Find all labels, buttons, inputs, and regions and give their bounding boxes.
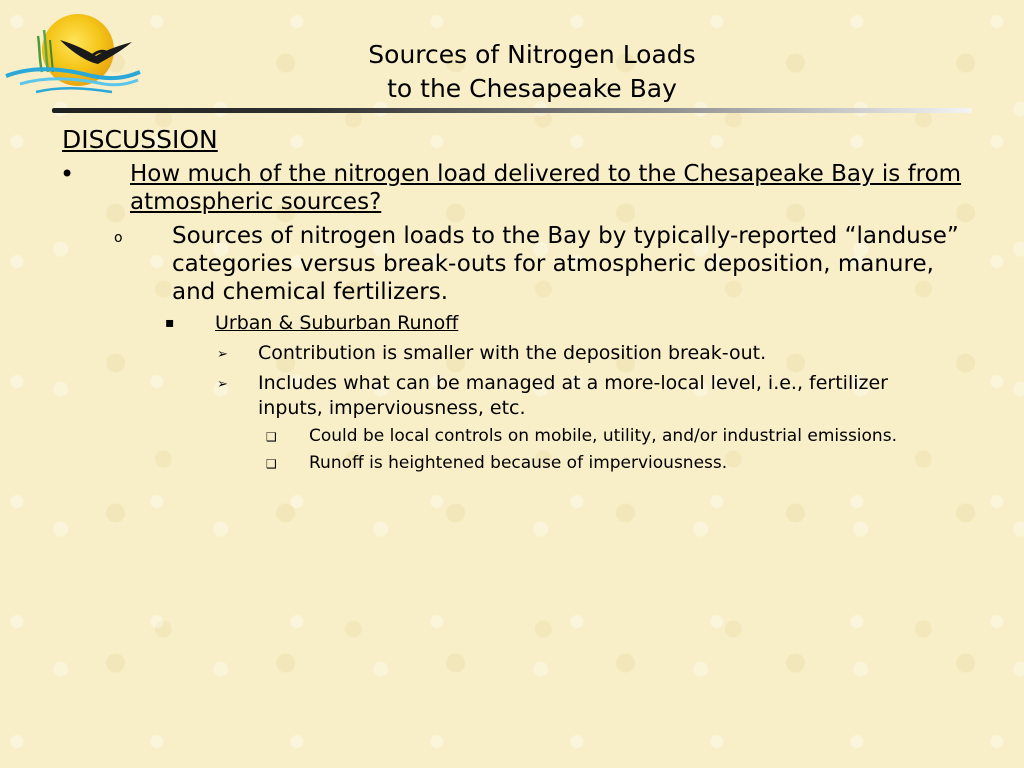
bullet-level-5	[266, 451, 969, 475]
bullet-arrow-icon: ➢	[217, 347, 228, 362]
urban-runoff-text: Urban & Suburban Runoff	[215, 312, 459, 334]
discussion-heading: DISCUSSION	[62, 125, 218, 154]
bullet-level-4	[217, 341, 958, 366]
bullet-checkbox-icon: ❑	[266, 430, 277, 444]
question-text: How much of the nitrogen load delivered to the Chesapeake Bay is from atmospheric sources?	[130, 161, 962, 215]
bullet-dot-icon: •	[60, 160, 75, 188]
contribution-text: Contribution is smaller with the deposition break-out.	[258, 342, 767, 364]
bullet-circle-icon: o	[114, 230, 123, 246]
bullet-level-5	[266, 424, 969, 448]
title-line-1: Sources of Nitrogen Loads	[368, 40, 696, 69]
bullet-level-3	[165, 311, 915, 336]
bullet-checkbox-icon: ❑	[266, 457, 277, 471]
managed-text: Includes what can be managed at a more-local level, i.e., fertilizer inputs, imperviousness, etc.	[258, 372, 888, 419]
bullet-level-4	[217, 371, 958, 421]
bullet-square-icon: ▪	[165, 315, 175, 331]
runoff-text: Runoff is heightened because of imperviousness.	[309, 453, 728, 473]
title-line-2: to the Chesapeake Bay	[387, 74, 677, 103]
bullet-level-2	[114, 222, 972, 306]
bullet-arrow-icon: ➢	[217, 377, 228, 392]
sources-text: Sources of nitrogen loads to the Bay by typically-reported “landuse” categories versus break-outs for atmospheric deposition, manure, and chemical fertilizers.	[172, 223, 959, 305]
local-controls-text: Could be local controls on mobile, utility, and/or industrial emissions.	[309, 426, 897, 446]
bullet-level-1	[60, 160, 970, 216]
